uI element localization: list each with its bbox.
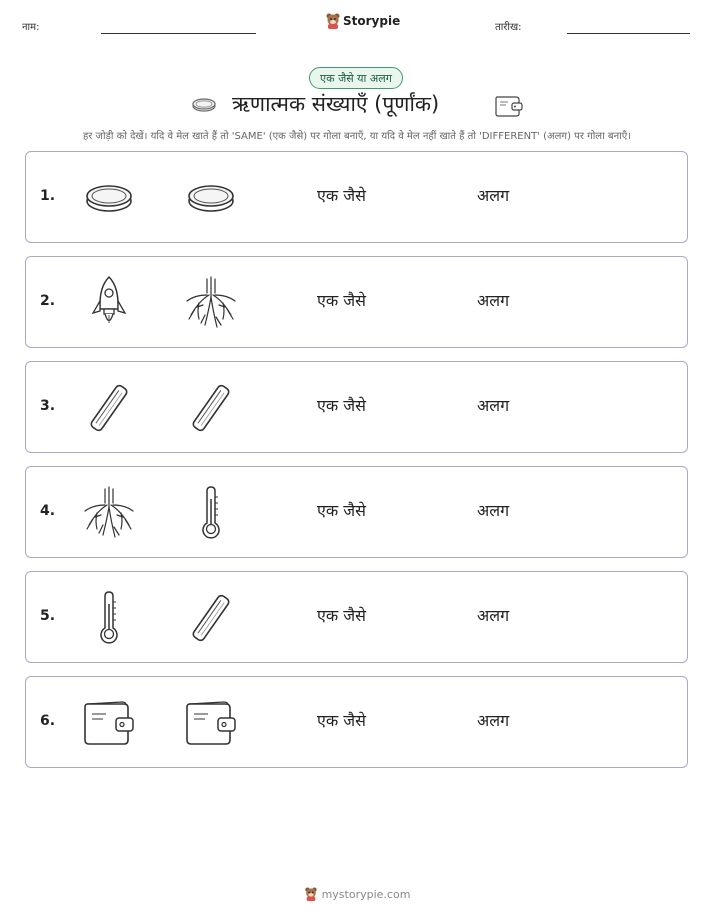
storypie-logo	[325, 12, 400, 30]
wallet-icon	[81, 695, 137, 751]
question-card	[25, 256, 688, 348]
same-option[interactable]: एक जैसे	[317, 606, 366, 625]
question-number: 6.	[40, 713, 56, 729]
question-card	[25, 676, 688, 768]
coin-icon	[81, 170, 137, 226]
same-option[interactable]: एक जैसे	[317, 396, 366, 415]
wallet-icon	[494, 94, 524, 118]
bear-mascot-icon	[325, 12, 341, 30]
question-number: 4.	[40, 503, 56, 519]
question-number: 2.	[40, 293, 56, 309]
different-option[interactable]: अलग	[477, 606, 510, 625]
same-option[interactable]: एक जैसे	[317, 186, 366, 205]
wallet-icon	[183, 695, 239, 751]
worksheet-title: ऋणात्मक संख्याएँ (पूर्णांक)	[232, 92, 440, 116]
question-card	[25, 361, 688, 453]
question-card	[25, 571, 688, 663]
thermometer-icon	[81, 590, 137, 646]
rocket-icon	[81, 275, 137, 331]
roots-icon	[183, 275, 239, 331]
different-option[interactable]: अलग	[477, 291, 510, 310]
question-card	[25, 151, 688, 243]
stick-icon	[183, 590, 239, 646]
question-card	[25, 466, 688, 558]
footer-url: mystorypie.com	[321, 887, 411, 901]
worksheet-type-badge: एक जैसे या अलग	[309, 67, 403, 89]
different-option[interactable]: अलग	[477, 396, 510, 415]
date-line[interactable]	[567, 33, 690, 34]
question-number: 5.	[40, 608, 56, 624]
date-label: तारीख:	[495, 22, 522, 33]
name-label: नाम:	[22, 22, 40, 33]
thermometer-icon	[183, 485, 239, 541]
roots-icon	[81, 485, 137, 541]
brand-name: Storypie	[343, 14, 401, 28]
same-option[interactable]: एक जैसे	[317, 291, 366, 310]
same-option[interactable]: एक जैसे	[317, 711, 366, 730]
different-option[interactable]: अलग	[477, 711, 510, 730]
coin-icon	[183, 170, 239, 226]
stick-icon	[183, 380, 239, 436]
stick-icon	[81, 380, 137, 436]
question-number: 1.	[40, 188, 56, 204]
coin-icon	[191, 97, 217, 113]
bear-mascot-icon	[304, 886, 318, 902]
name-line[interactable]	[101, 33, 256, 34]
question-number: 3.	[40, 398, 56, 414]
footer	[0, 886, 714, 902]
different-option[interactable]: अलग	[477, 501, 510, 520]
different-option[interactable]: अलग	[477, 186, 510, 205]
instructions: हर जोड़ी को देखें। यदि वे मेल खाते हैं तो 'SAME' (एक जैसे) पर गोला बनाएँ, या यदि वे मेल नहीं खाते हैं तो 'DIFFERENT' (अलग) पर गोला बनाएँ।	[82, 131, 632, 142]
same-option[interactable]: एक जैसे	[317, 501, 366, 520]
